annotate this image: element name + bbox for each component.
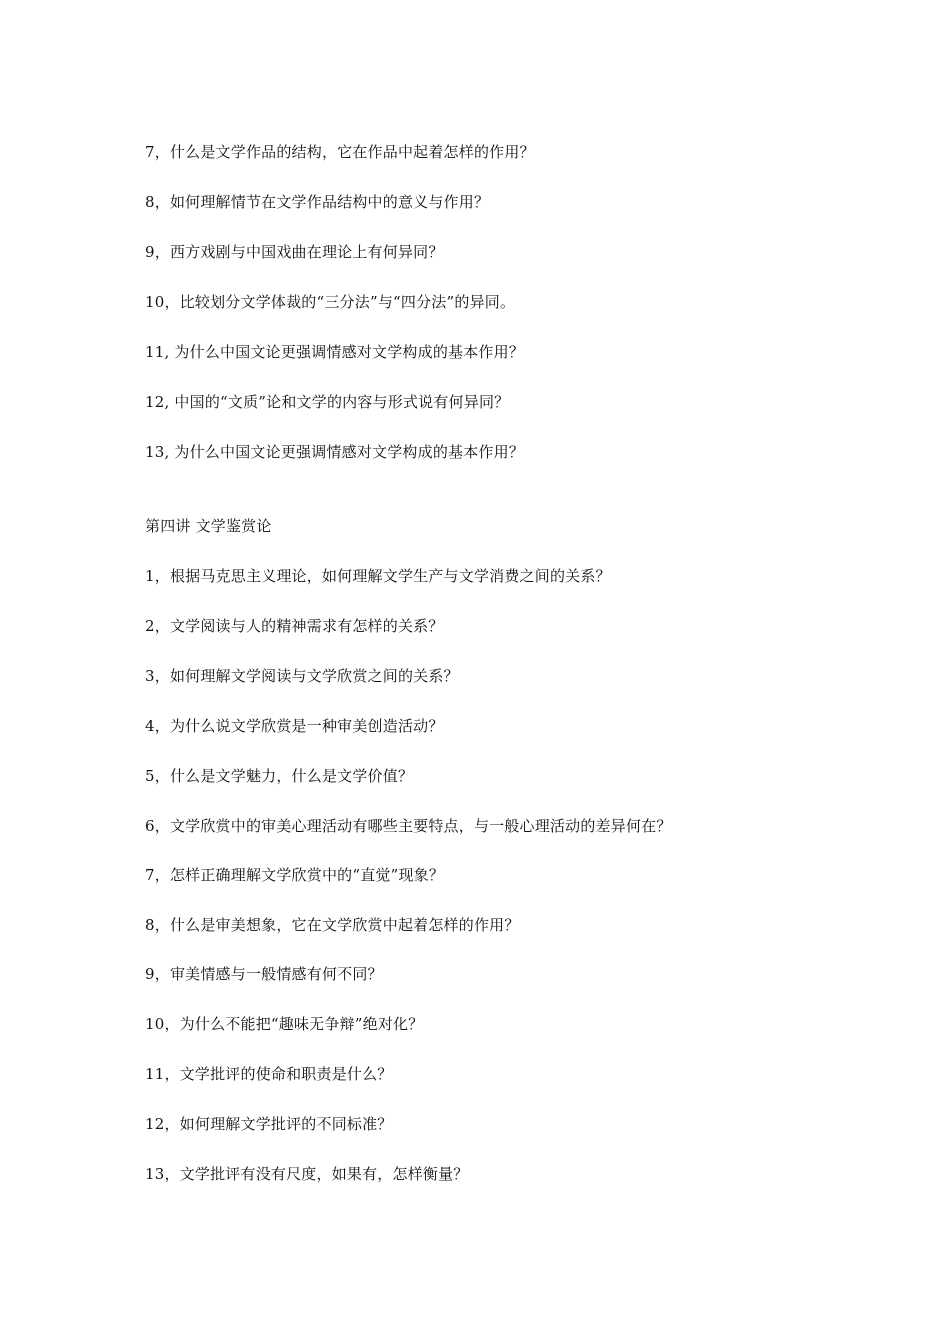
s4-question-9: 9，审美情感与一般情感有何不同？	[145, 965, 383, 983]
s4-question-7: 7，怎样正确理解文学欣赏中的“直觉”现象？	[145, 866, 445, 884]
s4-question-11: 11，文学批评的使命和职责是什么？	[145, 1065, 393, 1083]
s4-question-6: 6，文学欣赏中的审美心理活动有哪些主要特点，与一般心理活动的差异何在？	[145, 817, 672, 835]
question-7: 7，什么是文学作品的结构，它在作品中起着怎样的作用？	[145, 143, 535, 161]
s4-question-12: 12，如何理解文学批评的不同标准？	[145, 1115, 393, 1133]
s4-question-8: 8，什么是审美想象，它在文学欣赏中起着怎样的作用？	[145, 916, 520, 934]
section-heading: 第四讲 文学鉴赏论	[145, 517, 272, 535]
s4-question-13: 13，文学批评有没有尺度，如果有，怎样衡量？	[145, 1165, 469, 1183]
s4-question-3: 3，如何理解文学阅读与文学欣赏之间的关系？	[145, 667, 459, 685]
question-13: 13, 为什么中国文论更强调情感对文学构成的基本作用？	[145, 443, 525, 461]
s4-question-1: 1，根据马克思主义理论，如何理解文学生产与文学消费之间的关系？	[145, 567, 611, 585]
question-8: 8，如何理解情节在文学作品结构中的意义与作用？	[145, 193, 490, 211]
s4-question-4: 4，为什么说文学欣赏是一种审美创造活动？	[145, 717, 444, 735]
s4-question-2: 2，文学阅读与人的精神需求有怎样的关系？	[145, 617, 444, 635]
s4-question-5: 5，什么是文学魅力，什么是文学价值？	[145, 767, 414, 785]
question-11: 11, 为什么中国文论更强调情感对文学构成的基本作用？	[145, 343, 525, 361]
question-9: 9，西方戏剧与中国戏曲在理论上有何异同？	[145, 243, 444, 261]
question-12: 12, 中国的“文质”论和文学的内容与形式说有何异同？	[145, 393, 510, 411]
s4-question-10: 10，为什么不能把“趣味无争辩”绝对化？	[145, 1015, 424, 1033]
question-10: 10，比较划分文学体裁的“三分法”与“四分法”的异同。	[145, 293, 516, 311]
